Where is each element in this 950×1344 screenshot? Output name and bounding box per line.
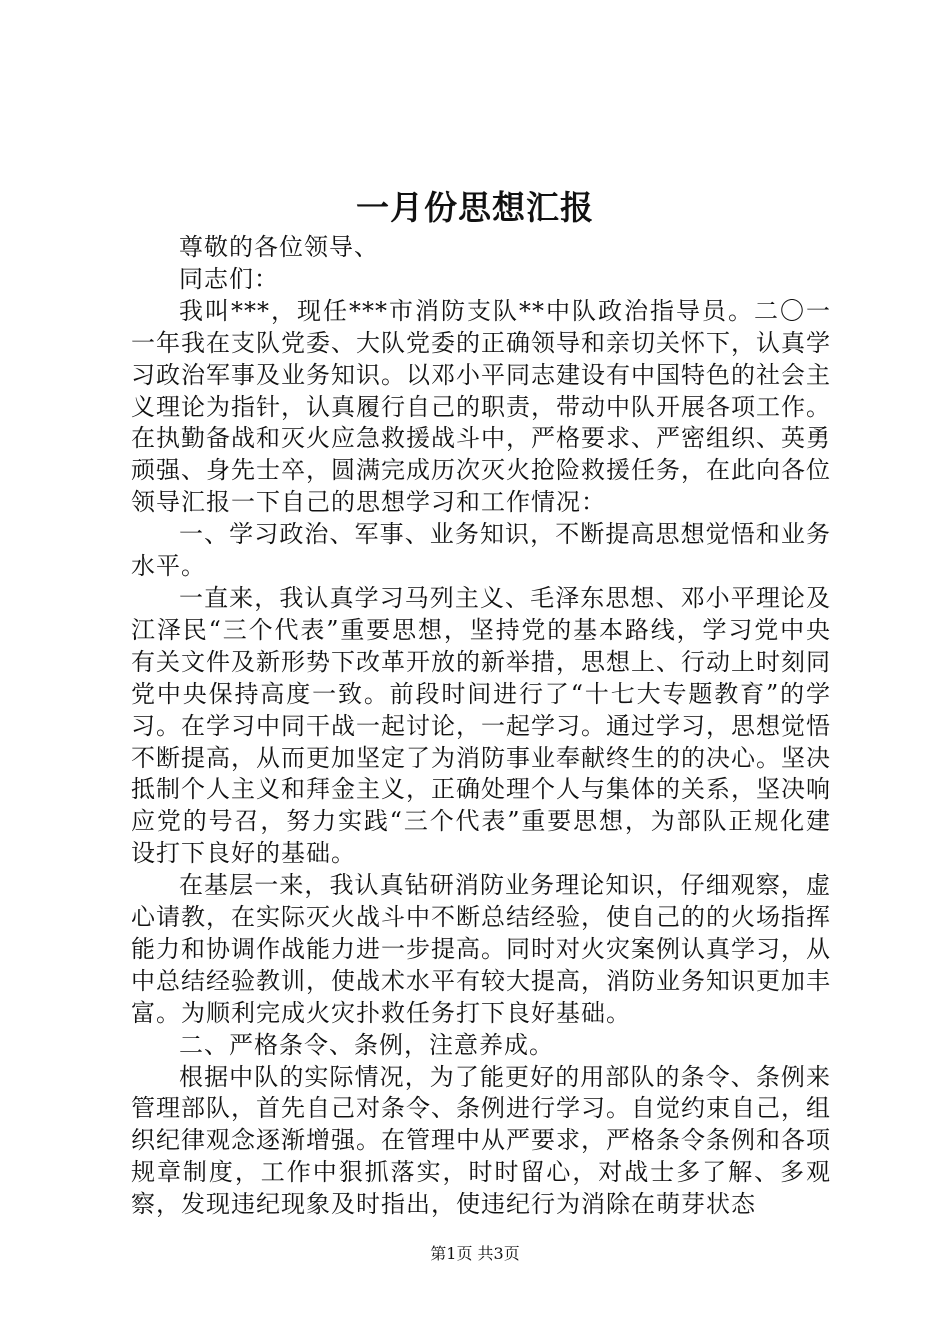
paragraph-professional-study: 在基层一来，我认真钻研消防业务理论知识，仔细观察，虚心请教，在实际灭火战斗中不断总结经验，使自己的的火场指挥能力和协调作战能力进一步提高。同时对火灾案例认真学习，从中总结经验教训，使战术水平有较大提高，消防业务知识更加丰富。为顺利完成火灾扑救任务打下良好基础。 <box>131 871 831 1027</box>
document-body <box>131 232 831 1221</box>
salutation-line-2: 同志们： <box>179 264 279 293</box>
paragraph-political-study: 一直来，我认真学习马列主义、毛泽东思想、邓小平理论及江泽民“三个代表”重要思想，坚持党的基本路线，学习党中央有关文件及新形势下改革开放的新举措，思想上、行动上时刻同党中央保持高度一致。前段时间进行了“十七大专题教育”的学习。在学习中同干战一起讨论，一起学习。通过学习，思想觉悟不断提高，从而更加坚定了为消防事业奉献终生的的决心。坚决抵制个人主义和拜金主义，正确处理个人与集体的关系，坚决响应党的号召，努力实践“三个代表”重要思想，为部队正规化建设打下良好的基础。 <box>131 583 831 868</box>
salutation-line-1: 尊敬的各位领导、 <box>179 233 379 261</box>
paragraph-regulations: 根据中队的实际情况，为了能更好的用部队的条令、条例来管理部队，首先自己对条令、条例进行学习。自觉约束自己，组织纪律观念逐渐增强。在管理中从严要求，严格条令条例和各项规章制度，工作中狠抓落实，时时留心，对战士多了解、多观察，发现违纪现象及时指出，使违纪行为消除在萌芽状态 <box>131 1062 831 1219</box>
page-number-footer: 第1页 共3页 <box>430 1244 520 1263</box>
section-heading-1: 一、学习政治、军事、业务知识，不断提高思想觉悟和业务水平。 <box>131 520 831 581</box>
document-title: 一月份思想汇报 <box>356 188 594 227</box>
paragraph-introduction: 我叫***，现任***市消防支队**中队政治指导员。二〇一一年我在支队党委、大队党委的正确领导和亲切关怀下，认真学习政治军事及业务知识。以邓小平同志建设有中国特色的社会主义理论为指针，认真履行自己的职责，带动中队开展各项工作。在执勤备战和灭火应急救援战斗中，严格要求、严密组织、英勇顽强、身先士卒，圆满完成历次灭火抢险救援任务，在此向各位领导汇报一下自己的思想学习和工作情况： <box>131 296 831 517</box>
section-heading-2: 二、严格条令、条例，注意养成。 <box>179 1030 554 1059</box>
